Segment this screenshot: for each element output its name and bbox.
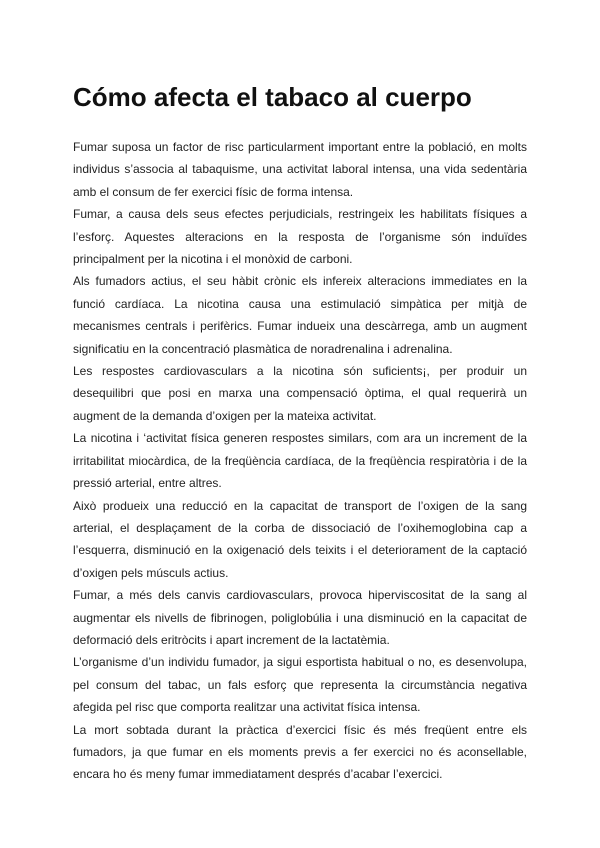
paragraph: La nicotina i ‘activitat física generen respostes similars, com ara un increment de la irritabilitat miocàrdica, de la freqüència cardíaca, de la freqüència respiratòria i de la pressió arterial, entre altres.	[73, 431, 527, 491]
paragraph: Això produeix una reducció en la capacitat de transport de l’oxigen de la sang arterial, el desplaçament de la corba de dissociació de l’oxihemoglobina cap a l’esquerra, disminució en la oxigenació dels teixits i el deteriorament de la captació d’oxigen pels músculs actius.	[73, 498, 527, 580]
paragraph: Fumar, a causa dels seus efectes perjudicials, restringeix les habilitats físiques a l’esforç. Aquestes alteracions en la resposta de l’organisme són induïdes principalment per la nicotina i el monòxid de carboni.	[73, 207, 527, 267]
paragraph: Fumar suposa un factor de risc particularment important entre la població, en molts individus s’associa al tabaquisme, una activitat laboral intensa, una vida sedentària amb el consum de fer exercici físic de forma intensa.	[73, 140, 527, 199]
page-title: Cómo afecta el tabaco al cuerpo	[73, 82, 472, 112]
paragraph: La mort sobtada durant la pràctica d’exercici físic és més freqüent entre els fumadors, ja que fumar en els moments previs a fer exercici no és aconsellable, encara ho és meny fumar immediatament després d’acabar l’exercici.	[73, 722, 527, 782]
paragraph: Als fumadors actius, el seu hàbit crònic els infereix alteracions immediates en la funció cardíaca. La nicotina causa una estimulació simpàtica per mitjà de mecanismes centrals i perifèrics. Fumar indueix una descàrrega, amb un augment significatiu en la concentració plasmàtica de noradrenalina i adrenalina.	[73, 274, 527, 356]
paragraph: L’organisme d’un individu fumador, ja sigui esportista habitual o no, es desenvolupa, pel consum del tabac, un fals esforç que representa la circumstància negativa afegida pel risc que comporta realitzar una activitat física intensa.	[73, 655, 527, 715]
document-page	[73, 80, 527, 786]
paragraph: Les respostes cardiovasculars a la nicotina són suficients¡, per produir un desequilibri que posi en marxa una compensació òptima, el qual requerirà un augment de la demanda d’oxigen per la mateixa activitat.	[73, 364, 527, 423]
paragraph: Fumar, a més dels canvis cardiovasculars, provoca hiperviscositat de la sang al augmentar els nivells de fibrinogen, poliglobúlia i una disminució en la capacitat de deformació dels eritròcits i apart increment de la lactatèmia.	[73, 588, 527, 647]
